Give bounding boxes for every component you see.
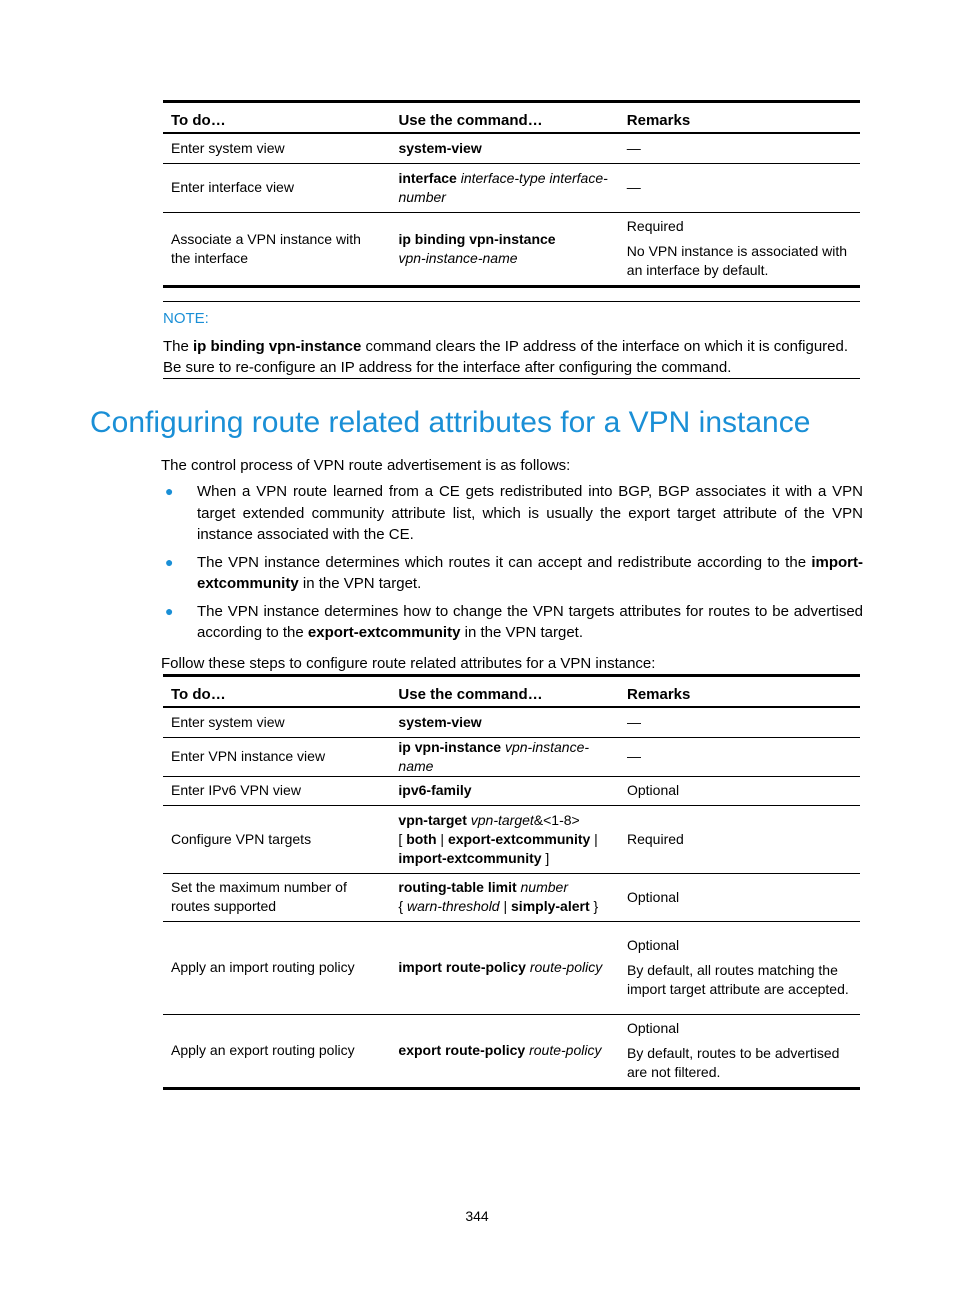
command-cell — [390, 1014, 619, 1088]
column-header-todo: To do… — [171, 686, 226, 703]
command-cell: system-view — [398, 713, 482, 730]
todo-cell: Enter interface view — [171, 179, 294, 195]
remarks-cell: — — [626, 179, 641, 195]
brace: } — [589, 898, 599, 914]
command-keyword: import-extcommunity — [398, 849, 542, 866]
page-number: 344 — [465, 1208, 489, 1224]
bullet-icon: ● — [165, 553, 174, 570]
column-header-todo: To do… — [171, 112, 226, 129]
command-argument: vpn-target — [470, 811, 534, 828]
command-table-2 — [163, 674, 860, 1090]
todo-cell: Configure VPN targets — [171, 830, 312, 847]
table-row — [163, 737, 860, 776]
todo-cell: Enter IPv6 VPN view — [171, 782, 301, 798]
bullet-keyword: export-extcommunity — [307, 624, 461, 641]
bracket: [ — [398, 830, 407, 847]
list-item — [161, 601, 863, 644]
todo-cell: Associate a VPN instance with the interface — [171, 230, 361, 266]
command-keyword: routing-table limit — [398, 879, 517, 895]
command-argument: number — [520, 879, 568, 895]
column-header-command: Use the command… — [398, 686, 543, 703]
command-cell — [390, 212, 618, 286]
command-cell — [390, 873, 619, 921]
command-range: &<1-8> — [533, 811, 580, 828]
remarks-line: No VPN instance is associated with an interface by default. — [626, 243, 848, 278]
remarks-cell: Optional — [626, 782, 680, 798]
command-cell — [390, 737, 619, 776]
separator: | — [436, 830, 448, 847]
section-heading: Configuring route related attributes for a VPN instance — [90, 406, 811, 439]
command-cell: system-view — [398, 139, 482, 156]
todo-cell: Apply an import routing policy — [171, 959, 355, 975]
separator: | — [590, 830, 598, 847]
command-keyword: both — [406, 830, 437, 847]
command-argument: warn-threshold — [406, 898, 500, 914]
remarks-cell: — — [626, 748, 641, 764]
command-argument: interface-type interface-number — [398, 169, 608, 205]
table-row — [163, 873, 860, 921]
command-cell: ipv6-family — [398, 782, 472, 798]
remarks-cell — [619, 1014, 860, 1088]
table-row — [163, 212, 860, 286]
column-header-remarks: Remarks — [626, 112, 691, 129]
bullet-text: The VPN instance determines how to change the VPN targets attributes for routes to be advertised according to the — [197, 602, 863, 641]
list-item — [161, 481, 863, 546]
command-keyword: export-extcommunity — [447, 830, 591, 847]
bullet-text-post: in the VPN target. — [298, 575, 422, 592]
command-argument: route-policy — [529, 959, 603, 975]
command-keyword: simply-alert — [511, 898, 590, 914]
remarks-line: By default, all routes matching the import target attribute are accepted. — [626, 962, 849, 997]
note-text-post: command clears the IP address of the interface on which it is configured. Be sure to re-configure an IP address for the interface after configuring the command. — [163, 338, 849, 376]
bullet-list — [161, 481, 863, 650]
remarks-line: By default, routes to be advertised are not filtered. — [626, 1045, 840, 1080]
bullet-text: When a VPN route learned from a CE gets redistributed into BGP, BGP associates it with a VPN target extended community attribute list, which is usually the export target attribute of the VPN instance associated with the CE. — [197, 483, 863, 543]
separator: | — [499, 898, 512, 914]
note-text — [163, 336, 860, 378]
command-cell — [390, 805, 619, 873]
table-row — [163, 163, 860, 212]
column-header-command: Use the command… — [398, 112, 543, 129]
command-argument: vpn-instance-name — [398, 738, 590, 774]
list-item — [161, 552, 863, 595]
command-keyword: export route-policy — [398, 1042, 526, 1058]
remarks-cell — [619, 212, 860, 286]
table-row — [163, 805, 860, 873]
command-keyword: import route-policy — [398, 959, 526, 975]
table-row — [163, 133, 860, 163]
table-row — [163, 921, 860, 1014]
remarks-cell: Optional — [626, 888, 680, 905]
command-cell — [390, 163, 618, 212]
bullet-icon: ● — [165, 483, 174, 499]
bracket: ] — [541, 849, 550, 866]
column-header-remarks: Remarks — [626, 686, 691, 703]
note-command: ip binding vpn-instance — [193, 338, 362, 355]
command-table-1 — [163, 100, 860, 288]
remarks-line: Optional — [626, 937, 680, 953]
command-cell — [390, 921, 619, 1014]
todo-cell: Set the maximum number of routes supported — [171, 879, 347, 914]
note-label: NOTE: — [163, 310, 209, 327]
command-keyword: interface — [398, 169, 457, 186]
command-keyword: ip binding vpn-instance — [398, 230, 556, 247]
todo-cell: Enter system view — [171, 139, 285, 156]
bullet-keyword: import-extcommunity — [197, 553, 863, 592]
remarks-cell — [619, 921, 860, 1014]
todo-cell: Enter VPN instance view — [171, 748, 326, 764]
bullet-text-post: in the VPN target. — [460, 624, 584, 641]
todo-cell: Apply an export routing policy — [171, 1042, 355, 1058]
remarks-line: Optional — [626, 1020, 680, 1036]
remarks-cell: Required — [626, 830, 684, 847]
command-keyword: ip vpn-instance — [398, 738, 502, 755]
table-header-row — [163, 102, 860, 134]
bullet-icon: ● — [165, 602, 174, 619]
table-header-row — [163, 676, 860, 708]
brace: { — [398, 898, 407, 914]
remarks-line: Required — [626, 218, 684, 234]
todo-cell: Enter system view — [171, 713, 285, 730]
follow-paragraph: Follow these steps to configure route related attributes for a VPN instance: — [161, 655, 656, 672]
command-keyword: vpn-target — [398, 811, 467, 828]
note-text-pre: The — [163, 338, 194, 355]
table-row — [163, 707, 860, 737]
bullet-text: The VPN instance determines which routes it can accept and redistribute according to the — [197, 553, 812, 571]
command-argument: route-policy — [529, 1042, 602, 1058]
remarks-cell: — — [626, 713, 641, 730]
note-box — [163, 301, 860, 379]
table-row — [163, 776, 860, 805]
table-row — [163, 1014, 860, 1088]
command-argument: vpn-instance-name — [398, 249, 518, 266]
intro-paragraph: The control process of VPN route advertisement is as follows: — [161, 457, 571, 474]
remarks-cell: — — [626, 139, 641, 156]
